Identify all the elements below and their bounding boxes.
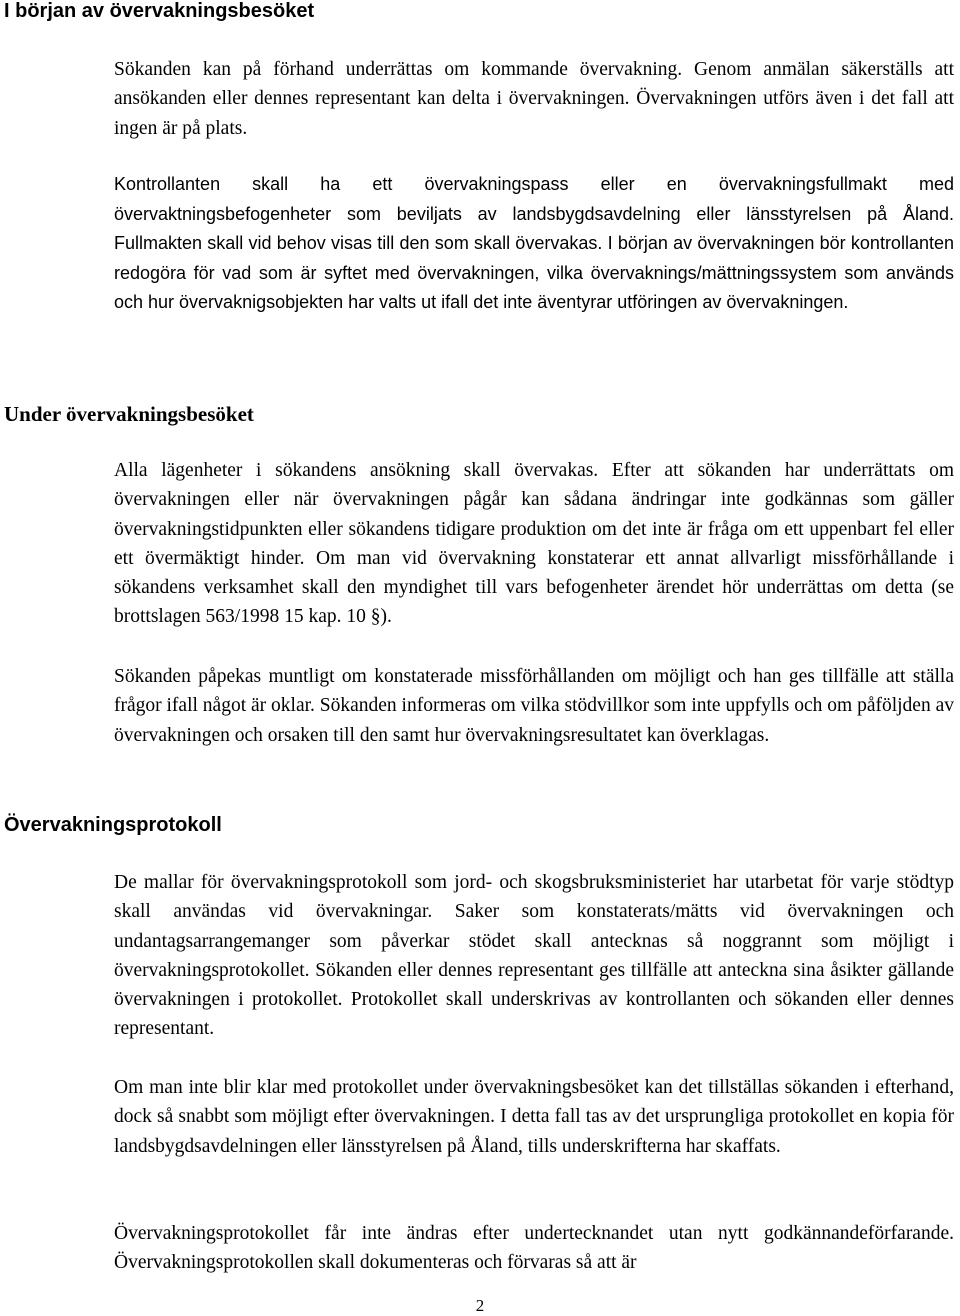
paragraph-all-holdings-inspected: Alla lägenheter i sökandens ansökning skall övervakas. Efter att sökanden har underrättats om övervakningen eller när övervakningen pågår kan sådana ändringar inte godkännas som gäller övervakningstidpunkten eller sökandens tidigare produktion om det inte är fråga om ett uppenbart fel eller ett övermäktigt hinder. Om man vid övervakning konstaterar ett annat allvarligt missförhållande i sökandens verksamhet skall den myndighet till vars befogenheter ärendet hör underrättas om detta (se brottslagen 563/1998 15 kap. 10 §). — [114, 460, 954, 628]
paragraph-report-delivery: Om man inte blir klar med protokollet under övervakningsbesöket kan det tillställas sökanden i efterhand, dock så snabbt som möjligt efter övervakningen. I detta fall tas av det ursprungliga protokollet en kopia för landsbygdsavdelningen eller länsstyrelsen på Åland, tills underskrifterna har skaffats. — [114, 1077, 954, 1157]
paragraph-report-amendments: Övervakningsprotokollet får inte ändras efter undertecknandet utan nytt godkännandeförfarande. Övervakningsprotokollen skall dokumenteras och förvaras så att är — [114, 1223, 954, 1274]
paragraph-inspector-authorization: Kontrollanten skall ha ett övervakningspass eller en övervakningsfullmakt med övervaktningsbefogenheter som beviljats av landsbygdsavdelning eller länsstyrelsen på Åland. Fullmakten skall vid behov visas till den som skall övervakas. I början av övervakningen bör kontrollanten redogöra för vad som är syftet med övervakningen, vilka övervaknings/mättningssystem som används och hur övervaknigsobjekten har valts ut ifall det inte äventyrar utföringen av övervakningen. — [114, 174, 954, 312]
paragraph-applicant-informed: Sökanden påpekas muntligt om konstaterade missförhållanden om möjligt och han ges tillfälle att ställa frågor ifall något är oklar. Sökanden informeras om vilka stödvillkor som inte uppfylls och om påföljden av övervakningen och orsaken till den samt hur övervakningsresultatet kan överklagas. — [114, 666, 954, 746]
page-number: 2 — [475, 1296, 485, 1315]
section-heading-inspection-report: Övervakningsprotokoll — [4, 814, 222, 836]
section-heading-start-of-visit: I början av övervakningsbesöket — [4, 0, 315, 22]
paragraph-report-templates: De mallar för övervakningsprotokoll som jord- och skogsbruksministeriet har utarbetat för varje stödtyp skall användas vid övervakningar. Saker som konstaterats/mätts vid övervakningen och undantagsarrangemanger som påverkar stödet skall antecknas så noggrannt som möjligt i övervakningsprotokollet. Sökanden eller dennes representant ges tillfälle att anteckna sina åsikter gällande övervakningen i protokollet. Protokollet skall underskrivas av kontrollanten och sökanden eller dennes representant. — [114, 872, 954, 1040]
section-heading-during-visit: Under övervakningsbesöket — [4, 402, 254, 426]
paragraph-advance-notice: Sökanden kan på förhand underrättas om kommande övervakning. Genom anmälan säkerställs att ansökanden eller dennes representant kan delta i övervakningen. Övervakningen utförs även i det fall att ingen är på plats. — [114, 59, 954, 139]
